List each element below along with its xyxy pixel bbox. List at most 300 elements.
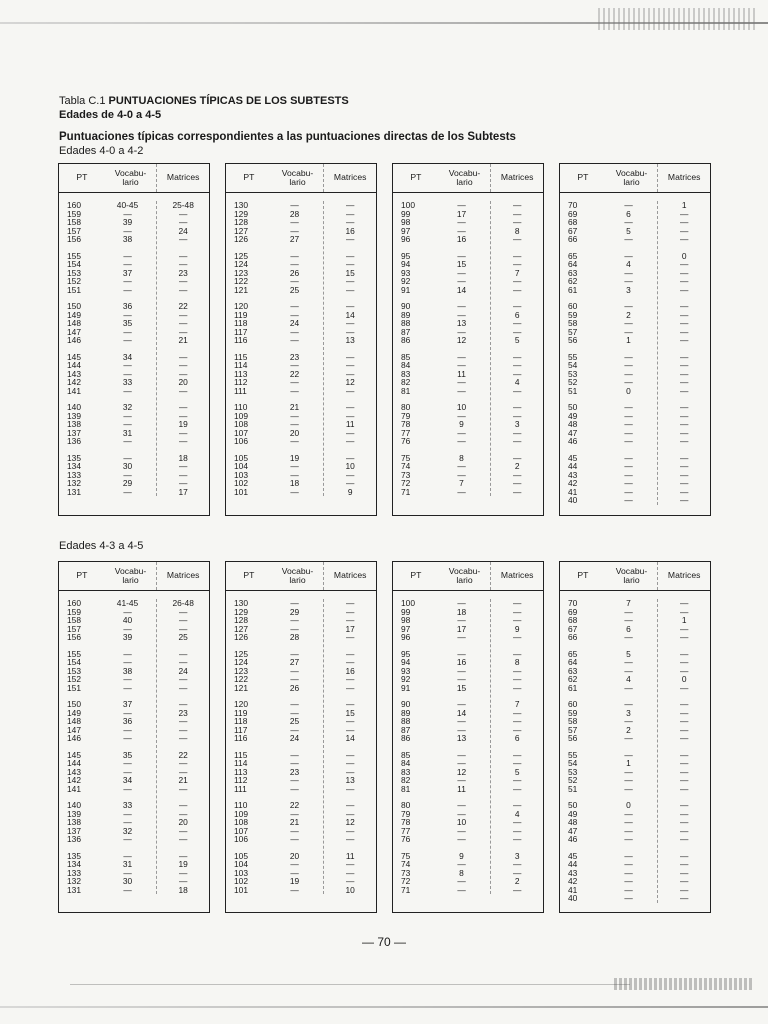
pt-value: 121: [234, 284, 248, 295]
vocabulario-value: —: [624, 250, 633, 261]
pt-value: 71: [401, 486, 411, 497]
header-matrices-label: Matrices: [667, 570, 701, 581]
header-pt-label: PT: [76, 570, 88, 581]
vocabulario-value: —: [123, 419, 132, 429]
vocabulario-value: —: [624, 716, 633, 726]
pt-value: 130: [234, 598, 248, 608]
header-matrices-label: Matrices: [166, 172, 200, 183]
vocabulario-value: —: [457, 749, 466, 760]
header-matrices: [657, 562, 710, 590]
vocabulario-value: 2: [626, 309, 631, 320]
matrices-value: —: [345, 749, 355, 760]
title-block: [59, 94, 719, 158]
matrices-value: —: [679, 775, 689, 785]
matrices-value: 25: [178, 632, 188, 642]
pt-column: [560, 599, 606, 903]
vocabulario-value: 36: [122, 301, 133, 311]
vocabulario-value: —: [290, 648, 299, 659]
matrices-value: —: [345, 208, 355, 219]
matrices-value: —: [345, 674, 355, 684]
vocabulario-column: [439, 201, 491, 496]
pt-value: 40: [568, 495, 578, 505]
vocabulario-value: 13: [456, 318, 467, 328]
pt-column: [393, 599, 439, 894]
vocabulario-value: —: [624, 360, 633, 370]
pt-value: 51: [568, 385, 578, 396]
pt-value: 82: [401, 377, 411, 387]
pt-value: 134: [67, 859, 81, 869]
matrices-value: —: [679, 733, 689, 743]
matrices-value: 19: [178, 419, 188, 429]
vocabulario-value: 9: [459, 419, 464, 429]
vocabulario-value: 38: [122, 234, 133, 244]
vocabulario-value: 30: [122, 876, 133, 886]
vocabulario-column: [272, 599, 324, 894]
matrices-value: —: [679, 368, 689, 379]
subtitle: Puntuaciones típicas correspondientes a las puntuaciones directas de los Subtests: [59, 131, 516, 143]
matrices-value: 21: [178, 335, 188, 345]
vocabulario-value: —: [624, 301, 633, 311]
vocabulario-value: —: [624, 884, 633, 895]
pt-column: [226, 201, 272, 496]
header-vocabulario-label: Vocabu- lario: [281, 565, 314, 585]
pt-value: 92: [401, 674, 411, 684]
matrices-value: —: [345, 402, 355, 412]
pt-value: 128: [234, 217, 248, 227]
pt-value: 109: [234, 808, 248, 819]
matrices-value: —: [512, 284, 522, 295]
vocabulario-value: —: [624, 775, 633, 785]
pt-value: 150: [67, 699, 81, 709]
matrices-value: 12: [345, 817, 355, 827]
vocabulario-value: —: [624, 469, 633, 480]
header-pt-label: PT: [243, 570, 255, 581]
matrices-value: —: [178, 402, 188, 412]
matrices-value: —: [345, 598, 355, 608]
vocabulario-value: —: [290, 326, 299, 337]
scan-edge-bottom: [0, 1006, 768, 1008]
header-pt-label: PT: [410, 172, 422, 183]
matrices-value: —: [345, 284, 355, 295]
pt-value: 68: [568, 217, 578, 227]
vocabulario-value: —: [624, 217, 633, 227]
pt-value: 73: [401, 867, 411, 878]
header-vocabulario-label: Vocabu- lario: [448, 565, 481, 585]
pt-value: 134: [67, 461, 81, 471]
vocabulario-value: 18: [289, 478, 300, 488]
pt-value: 63: [568, 665, 578, 676]
vocabulario-value: —: [624, 368, 633, 379]
pt-value: 126: [234, 234, 248, 244]
table-header: [226, 562, 376, 591]
pt-value: 51: [568, 783, 578, 794]
pt-value: 154: [67, 259, 81, 269]
matrices-value: 3: [514, 850, 520, 861]
pt-value: 67: [568, 225, 578, 236]
matrices-value: —: [178, 469, 188, 480]
matrices-value: —: [512, 360, 522, 370]
header-pt-label: PT: [410, 570, 422, 581]
vocabulario-value: 20: [289, 427, 300, 438]
vocabulario-value: —: [624, 410, 633, 421]
pt-value: 104: [234, 461, 248, 471]
vocabulario-value: 7: [626, 598, 631, 608]
table-title: [59, 94, 719, 108]
vocabulario-value: —: [290, 674, 299, 684]
matrices-column: [657, 599, 710, 903]
vocabulario-value: —: [457, 724, 466, 735]
vocabulario-value: —: [457, 200, 466, 210]
matrices-value: —: [512, 326, 522, 337]
matrices-value: —: [679, 461, 689, 471]
header-vocabulario-label: Vocabu- lario: [615, 167, 648, 187]
pt-value: 53: [568, 368, 578, 379]
vocabulario-value: —: [624, 632, 633, 642]
matrices-value: —: [679, 665, 689, 676]
pt-value: 102: [234, 478, 248, 488]
matrices-value: 17: [345, 623, 355, 634]
pt-column: [226, 599, 272, 894]
vocabulario-value: 24: [289, 318, 300, 328]
pt-value: 135: [67, 452, 81, 463]
pt-value: 89: [401, 707, 411, 718]
vocabulario-column: [272, 201, 324, 496]
matrices-value: 26-48: [172, 598, 194, 608]
table-header: [560, 562, 710, 591]
matrices-value: —: [679, 606, 689, 617]
vocabulario-value: —: [457, 632, 466, 642]
pt-value: 75: [401, 452, 411, 463]
pt-value: 84: [401, 758, 411, 768]
vocabulario-value: —: [123, 657, 132, 667]
vocabulario-value: —: [290, 301, 299, 311]
vocabulario-value: 38: [122, 665, 133, 676]
pt-value: 144: [67, 758, 81, 768]
pt-value: 113: [234, 368, 248, 379]
vocabulario-value: 8: [459, 867, 464, 878]
matrices-value: —: [512, 276, 522, 286]
matrices-value: 23: [178, 707, 188, 718]
vocabulario-value: —: [457, 598, 466, 608]
vocabulario-value: —: [123, 867, 132, 878]
matrices-value: —: [512, 217, 522, 227]
matrices-value: —: [345, 217, 355, 227]
vocabulario-value: 33: [122, 800, 133, 810]
pt-value: 72: [401, 876, 411, 886]
matrices-value: —: [512, 427, 522, 438]
vocabulario-value: —: [290, 783, 299, 794]
matrices-value: —: [679, 834, 689, 844]
vocabulario-value: —: [457, 699, 466, 709]
header-pt-label: PT: [577, 570, 589, 581]
pt-value: 149: [67, 309, 81, 320]
matrices-value: —: [345, 410, 355, 421]
pt-value: 53: [568, 766, 578, 777]
pt-value: 105: [234, 452, 248, 463]
vocabulario-value: —: [290, 884, 299, 895]
matrices-value: —: [178, 284, 188, 295]
matrices-value: —: [679, 469, 689, 480]
pt-value: 149: [67, 707, 81, 718]
header-pt: [393, 562, 439, 590]
matrices-value: —: [178, 733, 188, 743]
pt-column: [59, 599, 105, 894]
vocabulario-value: —: [290, 707, 299, 718]
matrices-value: —: [512, 682, 522, 693]
pt-value: 50: [568, 402, 578, 412]
pt-value: 70: [568, 200, 578, 210]
header-matrices-label: Matrices: [333, 172, 367, 183]
vocabulario-value: 23: [289, 766, 300, 777]
matrices-value: —: [178, 385, 188, 396]
pt-value: 40: [568, 893, 578, 903]
matrices-value: —: [679, 682, 689, 693]
pt-value: 79: [401, 410, 411, 421]
matrices-value: 14: [345, 733, 355, 743]
matrices-value: —: [512, 402, 522, 412]
vocabulario-column: [105, 201, 157, 496]
pt-value: 100: [401, 598, 415, 608]
matrices-value: —: [178, 259, 188, 269]
vocabulario-value: —: [624, 699, 633, 709]
matrices-value: —: [512, 707, 522, 718]
matrices-value: 6: [514, 733, 520, 743]
matrices-value: —: [512, 674, 522, 684]
matrices-value: —: [679, 825, 689, 836]
matrices-value: —: [345, 360, 355, 370]
pt-value: 101: [234, 486, 248, 497]
pt-value: 83: [401, 368, 411, 379]
table-body: [393, 591, 543, 894]
vocabulario-value: —: [123, 259, 132, 269]
matrices-value: —: [345, 632, 355, 642]
vocabulario-value: —: [123, 834, 132, 844]
pt-value: 121: [234, 682, 248, 693]
pt-value: 80: [401, 800, 411, 810]
vocabulario-value: —: [290, 699, 299, 709]
pt-value: 48: [568, 817, 578, 827]
matrices-value: —: [679, 326, 689, 337]
pt-value: 59: [568, 309, 578, 320]
matrices-value: 24: [178, 225, 188, 236]
vocabulario-value: —: [457, 834, 466, 844]
matrices-value: —: [178, 606, 188, 617]
matrices-value: —: [679, 758, 689, 768]
header-pt: [560, 164, 606, 192]
matrices-value: 3: [514, 419, 520, 429]
pt-column: [393, 201, 439, 496]
vocabulario-value: —: [290, 623, 299, 634]
pt-value: 138: [67, 817, 81, 827]
matrices-value: —: [178, 461, 188, 471]
pt-value: 93: [401, 665, 411, 676]
vocabulario-value: —: [624, 377, 633, 387]
vocabulario-value: —: [624, 606, 633, 617]
matrices-value: 0: [681, 674, 687, 684]
pt-value: 52: [568, 377, 578, 387]
vocabulario-value: —: [123, 309, 132, 320]
vocabulario-value: 40: [122, 615, 133, 625]
matrices-value: —: [512, 208, 522, 219]
score-table: [225, 561, 377, 913]
vocabulario-value: —: [290, 825, 299, 836]
vocabulario-value: —: [290, 419, 299, 429]
vocabulario-value: —: [290, 486, 299, 497]
pt-value: 113: [234, 766, 248, 777]
pt-value: 131: [67, 884, 81, 895]
pt-value: 90: [401, 301, 411, 311]
pt-value: 81: [401, 385, 411, 396]
header-pt: [59, 164, 105, 192]
pt-value: 85: [401, 351, 411, 362]
vocabulario-value: —: [624, 867, 633, 878]
matrices-value: —: [679, 486, 689, 497]
vocabulario-value: —: [457, 377, 466, 387]
vocabulario-value: —: [457, 486, 466, 497]
vocabulario-column: [439, 599, 491, 894]
matrices-value: —: [178, 623, 188, 634]
vocabulario-value: —: [123, 817, 132, 827]
header-matrices-label: Matrices: [333, 570, 367, 581]
matrices-value: —: [178, 783, 188, 794]
pt-value: 106: [234, 834, 248, 844]
matrices-value: —: [679, 309, 689, 320]
pt-value: 78: [401, 419, 411, 429]
vocabulario-column: [606, 201, 658, 505]
vocabulario-value: —: [624, 326, 633, 337]
matrices-value: —: [178, 724, 188, 735]
matrices-value: —: [345, 808, 355, 819]
pt-value: 86: [401, 733, 411, 743]
matrices-value: 16: [345, 225, 355, 236]
matrices-value: —: [178, 808, 188, 819]
vocabulario-value: —: [123, 368, 132, 379]
matrices-value: —: [679, 598, 689, 608]
matrices-value: —: [512, 351, 522, 362]
matrices-value: —: [345, 478, 355, 488]
pt-value: 94: [401, 657, 411, 667]
vocabulario-value: —: [123, 606, 132, 617]
pt-value: 158: [67, 217, 81, 227]
vocabulario-value: —: [624, 276, 633, 286]
vocabulario-value: —: [457, 385, 466, 396]
matrices-value: 11: [345, 419, 355, 429]
matrices-value: —: [178, 699, 188, 709]
matrices-value: —: [178, 309, 188, 320]
matrices-value: —: [345, 326, 355, 337]
pt-value: 73: [401, 469, 411, 480]
table-header: [59, 562, 209, 591]
table-body: [226, 193, 376, 496]
pt-value: 71: [401, 884, 411, 895]
matrices-value: —: [679, 766, 689, 777]
vocabulario-value: —: [290, 469, 299, 480]
pt-value: 112: [234, 775, 248, 785]
matrices-value: —: [178, 648, 188, 659]
matrices-value: —: [512, 318, 522, 328]
pt-value: 45: [568, 452, 578, 463]
vocabulario-value: —: [457, 665, 466, 676]
pt-value: 153: [67, 665, 81, 676]
pt-value: 46: [568, 436, 578, 446]
vocabulario-value: —: [457, 800, 466, 810]
vocabulario-value: 27: [289, 657, 300, 667]
vocabulario-value: —: [290, 758, 299, 768]
vocabulario-value: 16: [456, 234, 467, 244]
matrices-value: —: [512, 758, 522, 768]
matrices-value: —: [512, 234, 522, 244]
pt-value: 103: [234, 867, 248, 878]
pt-value: 133: [67, 867, 81, 878]
pt-value: 153: [67, 267, 81, 278]
matrices-value: 1: [681, 615, 687, 625]
header-matrices: [657, 164, 710, 192]
pt-value: 110: [234, 800, 248, 810]
matrices-value: —: [679, 360, 689, 370]
matrices-value: —: [178, 800, 188, 810]
vocabulario-value: —: [290, 259, 299, 269]
pt-value: 41: [568, 884, 578, 895]
pt-value: 42: [568, 478, 578, 488]
vocabulario-value: —: [123, 385, 132, 396]
matrices-value: —: [679, 427, 689, 438]
header-vocabulario-label: Vocabu- lario: [114, 167, 147, 187]
pt-value: 74: [401, 859, 411, 869]
vocabulario-value: —: [457, 825, 466, 836]
matrices-value: —: [345, 200, 355, 210]
vocabulario-value: —: [624, 351, 633, 362]
pt-value: 66: [568, 632, 578, 642]
vocabulario-value: —: [290, 309, 299, 320]
pt-value: 144: [67, 360, 81, 370]
vocabulario-value: 14: [456, 707, 467, 718]
vocabulario-value: 33: [122, 377, 133, 387]
matrices-value: 23: [178, 267, 188, 278]
matrices-value: —: [345, 469, 355, 480]
pt-value: 114: [234, 360, 248, 370]
header-vocabulario-label: Vocabu- lario: [281, 167, 314, 187]
vocabulario-value: —: [123, 208, 132, 219]
matrices-value: —: [178, 326, 188, 337]
vocabulario-value: —: [290, 859, 299, 869]
pt-value: 106: [234, 436, 248, 446]
vocabulario-value: 25: [289, 284, 300, 295]
matrices-value: —: [345, 800, 355, 810]
table-body: [393, 193, 543, 496]
vocabulario-value: —: [290, 665, 299, 676]
vocabulario-value: —: [457, 758, 466, 768]
pt-value: 54: [568, 360, 578, 370]
matrices-value: 10: [345, 461, 355, 471]
matrices-value: —: [679, 893, 689, 903]
matrices-value: —: [345, 234, 355, 244]
matrices-value: —: [178, 850, 188, 861]
score-table: [58, 561, 210, 913]
pt-value: 105: [234, 850, 248, 861]
vocabulario-value: —: [457, 808, 466, 819]
matrices-value: —: [178, 682, 188, 693]
pt-value: 141: [67, 385, 81, 396]
matrices-value: —: [512, 368, 522, 379]
pt-value: 62: [568, 276, 578, 286]
pt-value: 48: [568, 419, 578, 429]
pt-value: 88: [401, 318, 411, 328]
vocabulario-value: —: [624, 436, 633, 446]
matrices-value: 24: [178, 665, 188, 676]
pt-value: 154: [67, 657, 81, 667]
pt-value: 63: [568, 267, 578, 278]
pt-value: 77: [401, 825, 411, 836]
